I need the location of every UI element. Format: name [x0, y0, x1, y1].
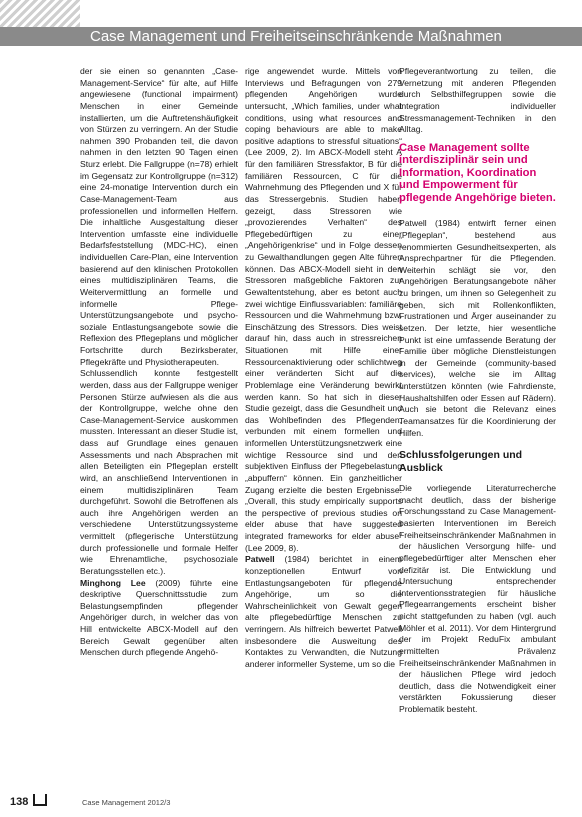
paragraph: Patwell (1984) berichtet in einem konzeptionellen Entwurf von Entlastungsangeboten für pflegende Angehörige, um so die Wahrscheinlichkeit von Gewalt gegen alte pflegebedürftige Menschen zu verringern. Als hilfreich bewertet Patwell insbesondere die Ausweitung des Kontaktes zu Verwandten, die Nutzung anderer informeller Systeme, um so die: [245, 554, 402, 669]
column-2: [245, 66, 402, 671]
column-3: [399, 66, 556, 716]
journal-logo-icon: [33, 794, 47, 806]
section-heading: Schlussfolgerungen und Ausblick: [399, 449, 523, 475]
header-decoration: [0, 0, 80, 27]
paragraph: rige angewendet wurde. Mittels von Interviews und Befragungen von 279 pflegenden Angehörigen wurde untersucht, „Which families, under what conditions, using what resources and coping behaviours are able to make positive adaptions to stressful situations“ (Lee 2009, 2). Im ABCX-Modell steht A für den familiären Stressfaktor, B für die familiären Ressourcen, C für die Wahrnehmung des Pflegenden und X für das Stressergebnis. Studien haben gezeigt, dass Stressoren wie „provozierendes Verhalten“ des Pflegebedürftigen zu einer „Angehörigenkrise“ und in Folge dessen zu Gewalthandlungen gegen Alte führen können. Das ABCX-Modell sieht in den Stressoren maßgebliche Faktoren zur Gewaltentstehung, aber es betont auch zwei wichtige Einflussvariablen: familiäre Ressourcen und die Wahrnehmung bzw. Einschätzung des Stressors. Dies weist darauf hin, dass auch in stressreichen Situationen mit Hilfe einer Ressourcenaktivierung oder schlichtweg einer veränderten Sicht auf die Problemlage eine Veränderung bewirkt werden kann. So hat sich in dieser Studie gezeigt, dass die Gesundheit und das Wohlbefinden des Pflegenden, verbunden mit einem formellen und informellen Unterstützungsnetzwerk eine wichtige Ressource sind und den subjektiven Einfluss der Pflegebelastung „abpuffern“ können. Ein ganzheitlicher Zugang erzielte die besten Ergebnisse. „Overall, this study empirically supports the perspective of previous studies on elder abuse that have suggested integrated frameworks for elder abuse“ (Lee 2009, 8).: [245, 66, 402, 553]
column-1: [80, 66, 238, 659]
paragraph: der sie einen so genannten „Case-Management-Service“ für alte, auf Hilfe angewiesene (functional impairment) Menschen in einer Gemeinde installierten, um die Auftretenshäufigkeit von Stürzen zu verringern. An der Studie nahmen 390 Probanden teil, die davon nahmen in den letzten 90 Tagen einen Sturz erlebt. Die Fallgruppe (n=78) erhielt im Gegensatz zur Kontrollgruppe (n=312) eine 24-monatige Intervention durch ein Case-Management-Team aus professionellen und informellen Helfern. Die inhaltliche Ausgestaltung dieser Intervention umfasste eine individuelle Bedarfsfeststellung (MDC-HC), einen individuellen Care-Plan, eine Intervention basierend auf den klinischen Protokollen eines multidisziplinären Teams, die Weitervermittlung an formelle und informelle Pflege-Unterstützungsangebote und psycho-soziale Entlastungsangebote sowie die Reflexion des Pflegeplans und möglicher Fortschritte durch Bezirksberater, Pflegekräfte und Physiotherapeuten.: [80, 66, 238, 367]
paragraph: Schlussendlich konnte festgestellt werden, dass aus der Fallgruppe weniger Personen Stürze aufwiesen als die aus der Kontrollgruppe, welche ohne den Case-Management-Service auskommen mussten. Interessant an dieser Studie ist, dass auf Grundlage eines genauen Assessments und nach Absprachen mit allen Beteiligten ein Pflegeplan erstellt wird, an anschließend Interventionen in einem multidisziplinären Team durchgeführt. Sowohl die Betroffenen als auch ihre Angehörigen werden an verschiedene Unterstützungssysteme vermittelt (pflegerische Unterstützung durch professionelle und formale Helfer wie Ehrenamtliche, psychosoziale Beratungsstellen etc.).: [80, 368, 238, 576]
author-name: Minghong Lee: [80, 577, 146, 588]
paragraph: Patwell (1984) entwirft ferner einen „Pflegeplan“, bestehend aus renommierten Gesundheitsexperten, als Ansprechpartner für die Pflegenden. Weiterhin schlägt sie vor, den Angehörigen Beratungsangebote näher zu bringen, um ihnen so Gelegenheit zu geben, sich mit Rollenkonflikten, Frustrationen und Ärger auseinander zu setzen. Der letzte, hier wesentliche Punkt ist eine umfassende Beratung der Familie über mögliche Dienstleistungen in der Gemeinde (community-based services), welche sie im Alltag unterstützen könnten (wie Fahrdienste, Haushaltshilfen oder Essen auf Rädern). Auch sie betont die Relevanz eines Teamansatzes für die Koordinierung der Hilfen.: [399, 218, 556, 438]
paragraph: Pflegeverantwortung zu teilen, die Vernetzung mit anderen Pflegenden durch Selbsthilfegruppen sowie die Integration individueller Stressmanagement-Techniken in den Alltag.: [399, 66, 556, 135]
page-number: 138: [10, 796, 29, 808]
author-name: Patwell: [245, 554, 275, 565]
page-header: [0, 0, 582, 50]
paragraph: Minghong Lee (2009) führte eine deskriptive Querschnittsstudie zum Belastungsempfinden pflegender Angehöriger durch, in welcher das von Hill entwickelte ABCX-Modell auf den Bereich Gewalt gegenüber alten Menschen durch pflegende Angehö-: [80, 577, 238, 658]
pull-quote: Case Management sollte interdisziplinär sein und Information, Koordination und Empowerment für pflegende Angehörige bieten.: [399, 141, 556, 204]
paragraph: Die vorliegende Literaturrecherche macht deutlich, dass der bisherige Forschungsstand zu Case Management-basierten Interventionen im Bereich Freiheitseinschränkender Maßnahmen in der häuslichen Versorgung hilfe- und pflegebedürftiger alter Menschen eher defizitär ist. Die Entwicklung und Untersuchung entsprechender Interventionsstrategien für häusliche Pflegearrangements erscheint bisher nicht stattgefunden zu haben (vgl. auch Möhler et al. 2011). Vor dem Hintergrund der im Projekt ReduFix ambulant ermittelten Prävalenz Freiheitseinschränkender Maßnahmen in der häuslichen Pflege wird jedoch deutlich, dass die Notwendigkeit einer verstärkten Fokussierung dieser Problematik besteht.: [399, 483, 556, 714]
journal-name: Case Management 2012/3: [82, 798, 171, 807]
running-title: Case Management und Freiheitseinschränkende Maßnahmen: [90, 28, 502, 45]
page-footer: [0, 792, 582, 817]
